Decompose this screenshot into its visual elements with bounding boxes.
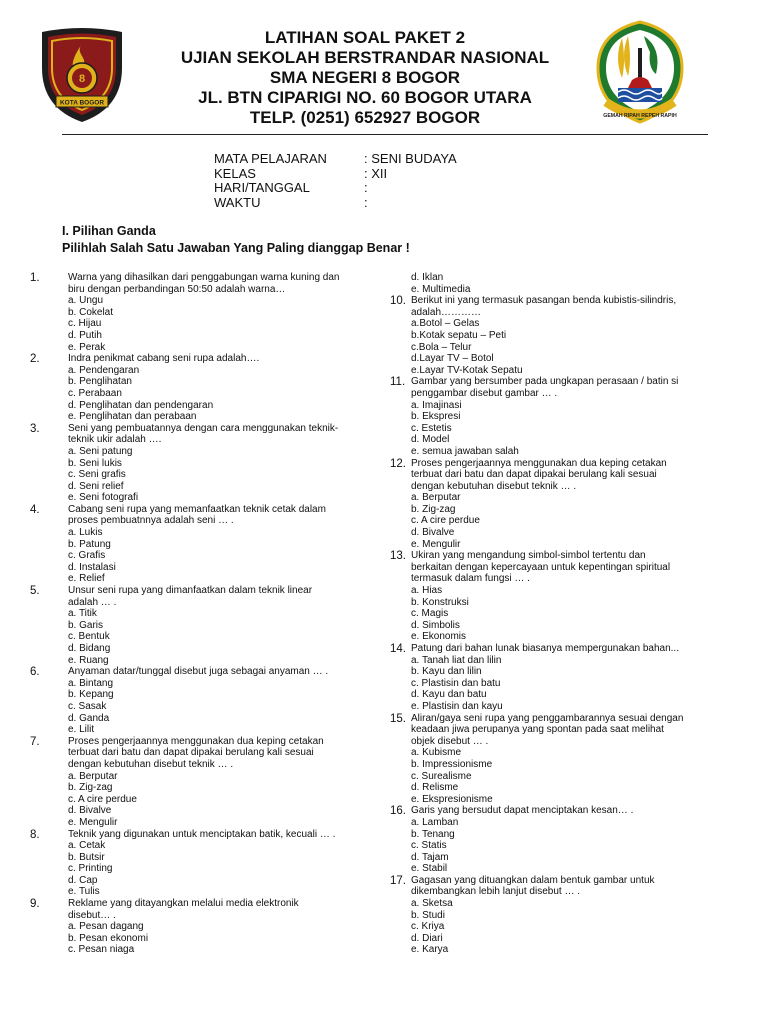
- question-text: teknik ukir adalah ….: [68, 434, 162, 446]
- answer-option: e. semua jawaban salah: [411, 445, 519, 457]
- answer-option: d. Kayu dan batu: [411, 689, 487, 701]
- answer-option: e. Multimedia: [411, 283, 471, 295]
- question-text: biru dengan perbandingan 50:50 adalah warna…: [68, 283, 286, 295]
- question-body: [411, 295, 730, 376]
- emblem-motto: GEMAH RIPAH REPEH RAPIH: [603, 113, 677, 119]
- answer-option: b. Pesan ekonomi: [68, 932, 149, 944]
- question-text: dengan kebutuhan disebut teknik … .: [411, 480, 577, 492]
- question-body: [68, 585, 376, 666]
- answer-option: a. Pendengaran: [68, 364, 140, 376]
- question-number: 10.: [390, 295, 406, 308]
- header-phone: TELP. (0251) 652927 BOGOR: [249, 108, 481, 127]
- answer-option: a. Pesan dagang: [68, 921, 144, 933]
- question-text: objek disebut … .: [411, 735, 489, 747]
- answer-option: a. Tanah liat dan lilin: [411, 654, 502, 666]
- answer-option: b. Kayu dan lilin: [411, 666, 482, 678]
- question-text: Proses pengerjaannya menggunakan dua keping cetakan: [68, 735, 324, 747]
- answer-option: d. Bivalve: [411, 527, 455, 539]
- answer-option: c. Magis: [411, 608, 449, 620]
- answer-option: e. Mengulir: [68, 816, 118, 828]
- answer-option: b. Konstruksi: [411, 596, 469, 608]
- question-number: 12.: [390, 457, 406, 470]
- question-item: [30, 423, 376, 504]
- answer-option: c. Perabaan: [68, 387, 122, 399]
- question-item: [30, 353, 376, 423]
- question-text: terbuat dari batu dan dapat dipakai berulang kali sesuai: [68, 747, 314, 759]
- info-value: : SENI BUDAYA: [364, 151, 457, 166]
- question-body: [411, 805, 730, 875]
- answer-option: d.Layar TV – Botol: [411, 353, 494, 365]
- answer-option: d. Tajam: [411, 851, 449, 863]
- info-label: HARI/TANGGAL: [214, 180, 310, 196]
- question-body: [411, 550, 730, 643]
- question-text: Patung dari bahan lunak biasanya mempergunakan bahan...: [411, 643, 679, 654]
- answer-option: c. Pesan niaga: [68, 944, 135, 956]
- question-item: [30, 898, 376, 956]
- question-item: [390, 643, 730, 713]
- answer-option: b.Kotak sepatu – Peti: [411, 329, 507, 341]
- question-body: [68, 353, 376, 423]
- questions-left-column: [30, 272, 376, 956]
- answer-option: c. Sasak: [68, 700, 107, 712]
- question-number: 7.: [30, 735, 40, 748]
- question-body: [411, 376, 730, 457]
- question-item: [390, 376, 730, 457]
- answer-option: a. Titik: [68, 608, 97, 620]
- answer-option: d. Instalasi: [68, 561, 116, 573]
- answer-option: a. Cetak: [68, 840, 106, 852]
- question-text: Proses pengerjaannya menggunakan dua keping cetakan: [411, 457, 667, 469]
- answer-option: c. Statis: [411, 840, 447, 852]
- question-number: 5.: [30, 585, 40, 598]
- question-item: [390, 875, 730, 956]
- answer-option: b. Kepang: [68, 689, 114, 701]
- question-text: dengan kebutuhan disebut teknik … .: [68, 758, 234, 770]
- question-item: [390, 805, 730, 875]
- header-divider: [62, 134, 708, 135]
- header-exam-name: UJIAN SEKOLAH BERSTRANDAR NASIONAL: [180, 48, 550, 67]
- question-text: Unsur seni rupa yang dimanfaatkan dalam teknik linear: [68, 585, 313, 597]
- answer-option: e. Karya: [411, 944, 449, 956]
- question-body: [68, 736, 376, 829]
- question-text: terbuat dari batu dan dapat dipakai berulang kali sesuai: [411, 469, 657, 481]
- answer-option: a. Bintang: [68, 677, 114, 689]
- question-text: Cabang seni rupa yang memanfaatkan teknik cetak dalam: [68, 503, 326, 515]
- question-number: 3.: [30, 422, 40, 435]
- question-number: 6.: [30, 666, 40, 679]
- answer-option: d. Iklan: [411, 272, 444, 283]
- answer-option: c. Printing: [68, 863, 113, 875]
- header-title: LATIHAN SOAL PAKET 2: [264, 28, 466, 47]
- question-text: Gambar yang bersumber pada ungkapan perasaan / batin si: [411, 376, 679, 388]
- question-text: disebut… .: [68, 909, 116, 921]
- answer-option: a.Botol – Gelas: [411, 318, 480, 330]
- info-label: MATA PELAJARAN: [214, 151, 327, 166]
- question-number: 16.: [390, 805, 406, 818]
- question-text: adalah…………: [411, 306, 482, 318]
- answer-option: e. Ekspresionisme: [411, 793, 493, 805]
- question-9-continued: [390, 272, 730, 295]
- answer-option: a. Berputar: [411, 492, 461, 504]
- answer-option: c. Hijau: [68, 318, 102, 330]
- question-body: [411, 875, 730, 956]
- question-text: Warna yang dihasilkan dari penggabungan warna kuning dan: [68, 272, 340, 283]
- info-value: : XII: [364, 165, 388, 181]
- question-number: 1.: [30, 272, 40, 284]
- question-item: [390, 458, 730, 551]
- question-body: [411, 458, 730, 551]
- info-value: :: [364, 180, 368, 196]
- question-item: [30, 736, 376, 829]
- answer-option: a. Seni patung: [68, 445, 133, 457]
- answer-option: b. Tenang: [411, 828, 455, 840]
- svg-text:8: 8: [78, 73, 86, 85]
- question-number: 17.: [390, 874, 406, 887]
- answer-option: d. Putih: [68, 329, 102, 341]
- answer-option: b. Penglihatan: [68, 376, 132, 388]
- question-text: Berikut ini yang termasuk pasangan benda kubistis-silindris,: [411, 295, 677, 307]
- answer-option: c. Grafis: [68, 550, 106, 562]
- question-text: Seni yang pembuatannya dengan cara menggunakan teknik-: [68, 422, 339, 434]
- answer-option: e. Relief: [68, 573, 105, 585]
- question-number: 14.: [390, 643, 406, 655]
- info-row-class: [214, 167, 457, 182]
- answer-option: c. Plastisin dan batu: [411, 677, 501, 689]
- answer-option: c.Bola – Telur: [411, 341, 472, 353]
- answer-option: c. Estetis: [411, 422, 452, 434]
- answer-option: a. Imajinasi: [411, 399, 462, 411]
- answer-option: d. Simbolis: [411, 619, 460, 631]
- answer-option: b. Impressionisme: [411, 758, 493, 770]
- exam-header: [150, 28, 580, 128]
- crest-motto: KOTA BOGOR: [59, 99, 105, 107]
- answer-option: e. Stabil: [411, 863, 448, 875]
- question-number: 4.: [30, 503, 40, 516]
- question-text: Indra penikmat cabang seni rupa adalah….: [68, 353, 260, 365]
- answer-option: a. Kubisme: [411, 747, 462, 759]
- answer-option: b. Zig-zag: [68, 782, 113, 794]
- west-java-emblem-icon: [592, 18, 688, 126]
- answer-option: b. Seni lukis: [68, 457, 122, 469]
- question-text: Reklame yang ditayangkan melalui media elektronik: [68, 898, 299, 910]
- answer-option: d. Model: [411, 434, 450, 446]
- question-body: [68, 423, 376, 504]
- answer-option: c. Bentuk: [68, 631, 110, 643]
- answer-option: b. Zig-zag: [411, 503, 456, 515]
- answer-option: e. Ruang: [68, 654, 109, 666]
- answer-option: c. Surealisme: [411, 770, 472, 782]
- answer-option: c. Kriya: [411, 921, 445, 933]
- answer-option: e. Perak: [68, 341, 106, 353]
- question-text: Teknik yang digunakan untuk menciptakan batik, kecuali … .: [68, 828, 336, 840]
- question-item: [30, 504, 376, 585]
- question-body: [411, 643, 730, 713]
- info-label: WAKTU: [214, 194, 261, 210]
- question-body: [68, 829, 376, 899]
- section-heading: [62, 223, 410, 257]
- answer-option: e. Seni fotografi: [68, 492, 139, 504]
- question-body: [68, 504, 376, 585]
- question-body: [68, 666, 376, 736]
- question-item: [390, 713, 730, 806]
- question-text: Ukiran yang mengandung simbol-simbol tertentu dan: [411, 550, 646, 562]
- info-row-date: [214, 181, 457, 196]
- answer-option: c. A cire perdue: [68, 793, 137, 805]
- question-text: berkaitan dengan kepercayaan untuk kepentingan spiritual: [411, 561, 671, 573]
- question-item: [390, 550, 730, 643]
- question-item: [390, 295, 730, 376]
- question-text: termasuk dalam fungsi … .: [411, 573, 530, 585]
- answer-option: d. Cap: [68, 874, 98, 886]
- answer-option: c. A cire perdue: [411, 515, 480, 527]
- question-text: adalah … .: [68, 596, 117, 608]
- answer-option: a. Lukis: [68, 527, 103, 539]
- question-text: keadaan jiwa perupanya yang spontan pada saat melihat: [411, 724, 664, 736]
- question-body: [68, 898, 376, 956]
- answer-option: d. Ganda: [68, 712, 110, 724]
- answer-option: e. Lilit: [68, 724, 95, 736]
- answer-option: e. Penglihatan dan perabaan: [68, 411, 197, 423]
- questions-right-column: [390, 272, 730, 956]
- header-address: JL. BTN CIPARIGI NO. 60 BOGOR UTARA: [198, 88, 532, 107]
- question-text: Aliran/gaya seni rupa yang penggambarannya sesuai dengan: [411, 712, 684, 724]
- question-number: 9.: [30, 898, 40, 911]
- question-item: [30, 272, 376, 353]
- question-number: 11.: [390, 376, 406, 389]
- answer-option: b. Butsir: [68, 851, 105, 863]
- info-label: KELAS: [214, 165, 256, 181]
- answer-option: b. Patung: [68, 538, 111, 550]
- question-text: Garis yang bersudut dapat menciptakan kesan… .: [411, 805, 634, 817]
- question-body: [68, 272, 376, 353]
- answer-option: e. Tulis: [68, 886, 100, 898]
- answer-option: e.Layar TV-Kotak Sepatu: [411, 364, 523, 376]
- info-value: :: [364, 194, 368, 210]
- answer-option: e. Ekonomis: [411, 631, 467, 643]
- question-number: 2.: [30, 353, 40, 366]
- answer-option: b. Studi: [411, 909, 445, 921]
- answer-option: d. Bivalve: [68, 805, 112, 817]
- answer-option: a. Berputar: [68, 770, 118, 782]
- question-number: 15.: [390, 712, 406, 725]
- answer-option: d. Diari: [411, 932, 443, 944]
- section-title: I. Pilihan Ganda: [62, 224, 156, 238]
- answer-option: a. Hias: [411, 585, 443, 597]
- answer-option: e. Plastisin dan kayu: [411, 700, 503, 712]
- answer-option: a. Ungu: [68, 295, 104, 307]
- info-row-time: [214, 196, 457, 211]
- question-number: 13.: [390, 550, 406, 563]
- question-number: 8.: [30, 828, 40, 841]
- answer-option: a. Lamban: [411, 816, 459, 828]
- question-text: dikembangkan lebih lanjut disebut … .: [411, 886, 580, 898]
- header-school-name: SMA NEGERI 8 BOGOR: [269, 68, 461, 87]
- answer-option: d. Penglihatan dan pendengaran: [68, 399, 214, 411]
- answer-option: b. Garis: [68, 619, 104, 631]
- question-text: Anyaman datar/tunggal disebut juga sebagai anyaman … .: [68, 666, 329, 678]
- school-crest-icon: [34, 24, 130, 124]
- answer-option: b. Ekspresi: [411, 411, 461, 423]
- answer-option: d. Seni relief: [68, 480, 124, 492]
- answer-option: c. Seni grafis: [68, 469, 126, 481]
- answer-option: d. Relisme: [411, 782, 459, 794]
- question-item: [30, 829, 376, 899]
- question-text: penggambar disebut gambar … .: [411, 387, 558, 399]
- exam-info: [214, 152, 457, 210]
- answer-option: a. Sketsa: [411, 898, 453, 910]
- section-instruction: Pilihlah Salah Satu Jawaban Yang Paling dianggap Benar !: [62, 241, 410, 255]
- question-body: [411, 713, 730, 806]
- question-text: proses pembuatnnya adalah seni … .: [68, 515, 234, 527]
- answer-option: b. Cokelat: [68, 306, 114, 318]
- question-item: [30, 666, 376, 736]
- answer-option: d. Bidang: [68, 643, 111, 654]
- answer-option: e. Mengulir: [411, 538, 461, 550]
- question-text: Gagasan yang dituangkan dalam bentuk gambar untuk: [411, 874, 655, 886]
- question-item: [30, 585, 376, 666]
- info-row-subject: [214, 152, 457, 167]
